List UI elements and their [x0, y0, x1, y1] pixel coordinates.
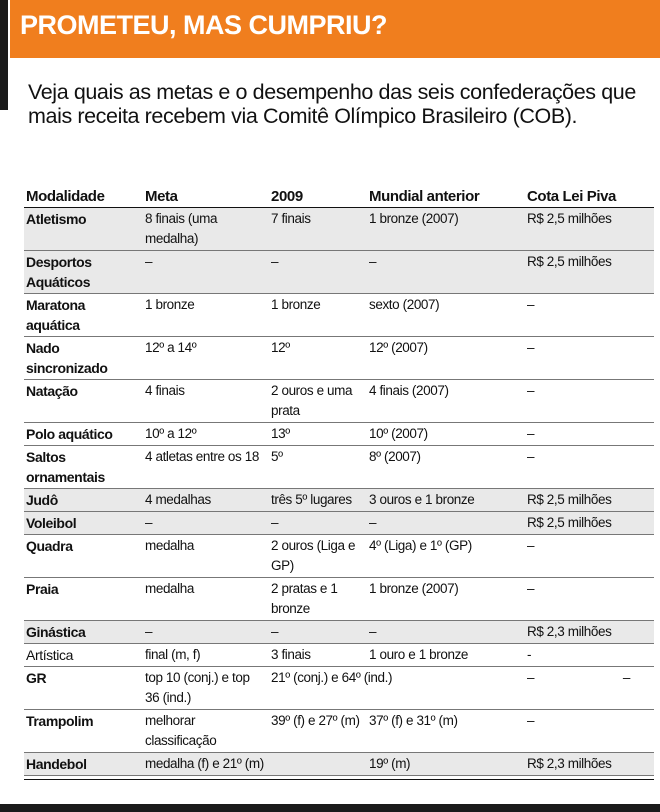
- table-row: [24, 710, 654, 753]
- table-cell: -: [525, 644, 654, 667]
- table-cell: 12º: [269, 337, 367, 380]
- table-cell: 1 bronze (2007): [367, 578, 525, 621]
- table-cell: 3 ouros e 1 bronze: [367, 489, 525, 512]
- table-cell: 4 atletas entre os 18: [143, 446, 269, 489]
- table-cell: –: [367, 621, 525, 644]
- table-cell: –: [525, 710, 654, 753]
- table-row: [24, 512, 654, 535]
- dash-cota: –: [622, 670, 630, 685]
- table-cell: Polo aquático: [24, 423, 143, 446]
- table-cell: –: [269, 512, 367, 535]
- table-cell: 8º (2007): [367, 446, 525, 489]
- table-cell: Desportos Aquáticos: [24, 251, 143, 294]
- table-cell: 19º (m): [367, 753, 525, 776]
- table-cell: R$ 2,5 milhões: [525, 208, 654, 251]
- table-cell: top 10 (conj.) e top 36 (ind.): [143, 667, 269, 710]
- table-cell: –: [525, 578, 654, 621]
- table-cell: Nado sincronizado: [24, 337, 143, 380]
- table-cell: –: [143, 512, 269, 535]
- table-cell: –: [525, 423, 654, 446]
- table-cell: 10º a 12º: [143, 423, 269, 446]
- table-row: [24, 380, 654, 423]
- table-cell: 12º a 14º: [143, 337, 269, 380]
- table-cell: 2 ouros (Liga e GP): [269, 535, 367, 578]
- table-cell: –: [525, 337, 654, 380]
- table-cell: 10º (2007): [367, 423, 525, 446]
- table-cell: R$ 2,5 milhões: [525, 489, 654, 512]
- table-cell: Atletismo: [24, 208, 143, 251]
- table-cell: 1 bronze: [143, 294, 269, 337]
- table-cell: Voleibol: [24, 512, 143, 535]
- table-cell: 4 finais: [143, 380, 269, 423]
- table-cell: Maratona aquática: [24, 294, 143, 337]
- table-cell: GR: [24, 667, 143, 710]
- page-title: PROMETEU, MAS CUMPRIU?: [20, 10, 387, 40]
- table-cell: 2 pratas e 1 bronze: [269, 578, 367, 621]
- table-cell: [525, 667, 654, 710]
- table-cell: 13º: [269, 423, 367, 446]
- table-row: [24, 753, 654, 776]
- table-cell: 8 finais (uma medalha): [143, 208, 269, 251]
- dash-mundial: –: [527, 670, 535, 685]
- table-cell: 5º: [269, 446, 367, 489]
- table-row: [24, 337, 654, 380]
- table-cell: 2 ouros e uma prata: [269, 380, 367, 423]
- table-cell: R$ 2,3 milhões: [525, 753, 654, 776]
- column-header: Mundial anterior: [367, 183, 525, 208]
- table-cell: –: [525, 535, 654, 578]
- column-header: Meta: [143, 183, 269, 208]
- table-cell: –: [143, 251, 269, 294]
- intro-text: Veja quais as metas e o desempenho das seis confederações que mais receita recebem via Comitê Olímpico Brasileiro (COB).: [28, 80, 636, 128]
- table-cell: medalha (f) e 21º (m): [143, 753, 367, 776]
- table-cell: 12º (2007): [367, 337, 525, 380]
- table-cell: –: [269, 621, 367, 644]
- table-cell: –: [525, 380, 654, 423]
- table-row: [24, 251, 654, 294]
- table-cell: –: [367, 251, 525, 294]
- table-cell: Quadra: [24, 535, 143, 578]
- table-cell: Trampolim: [24, 710, 143, 753]
- table-cell: –: [367, 512, 525, 535]
- gr-dashes: [527, 668, 652, 688]
- table-row: [24, 535, 654, 578]
- table-cell: três 5º lugares: [269, 489, 367, 512]
- table-row: [24, 578, 654, 621]
- table-cell: 1 ouro e 1 bronze: [367, 644, 525, 667]
- table-cell: sexto (2007): [367, 294, 525, 337]
- table-cell: 37º (f) e 31º (m): [367, 710, 525, 753]
- left-accent-bar: [0, 0, 8, 110]
- results-table: [24, 183, 654, 776]
- column-header: Modalidade: [24, 183, 143, 208]
- table-header-row: [24, 183, 654, 208]
- table-cell: 4 finais (2007): [367, 380, 525, 423]
- table-cell: R$ 2,5 milhões: [525, 251, 654, 294]
- table-row: [24, 208, 654, 251]
- header-banner: [10, 0, 660, 58]
- table-cell: Judô: [24, 489, 143, 512]
- table-cell: medalha: [143, 535, 269, 578]
- table-cell: Natação: [24, 380, 143, 423]
- table-cell: 3 finais: [269, 644, 367, 667]
- table-cell: –: [525, 446, 654, 489]
- table-row: [24, 644, 654, 667]
- column-header: Cota Lei Piva: [525, 183, 654, 208]
- table-cell: 39º (f) e 27º (m): [269, 710, 367, 753]
- table-cell: Artística: [24, 644, 143, 667]
- table-cell: 1 bronze: [269, 294, 367, 337]
- table-row: [24, 423, 654, 446]
- table-cell: –: [143, 621, 269, 644]
- table-row: [24, 294, 654, 337]
- table-cell: –: [525, 294, 654, 337]
- table-cell: Handebol: [24, 753, 143, 776]
- table-cell: 4º (Liga) e 1º (GP): [367, 535, 525, 578]
- table-cell: Saltos ornamentais: [24, 446, 143, 489]
- page-bottom-bar: [0, 804, 660, 812]
- table-row: [24, 489, 654, 512]
- table-cell: medalha: [143, 578, 269, 621]
- column-header: 2009: [269, 183, 367, 208]
- table-row: [24, 621, 654, 644]
- table-cell: Ginástica: [24, 621, 143, 644]
- table-cell: 1 bronze (2007): [367, 208, 525, 251]
- table-cell: R$ 2,5 milhões: [525, 512, 654, 535]
- table-row: [24, 667, 654, 710]
- bottom-rule: [24, 779, 654, 780]
- table-cell: 4 medalhas: [143, 489, 269, 512]
- table-cell: 7 finais: [269, 208, 367, 251]
- table-cell: –: [269, 251, 367, 294]
- table-cell: final (m, f): [143, 644, 269, 667]
- table-cell: 21º (conj.) e 64º (ind.): [269, 667, 525, 710]
- table-cell: melhorar classificação: [143, 710, 269, 753]
- table-cell: Praia: [24, 578, 143, 621]
- table-cell: R$ 2,3 milhões: [525, 621, 654, 644]
- table-row: [24, 446, 654, 489]
